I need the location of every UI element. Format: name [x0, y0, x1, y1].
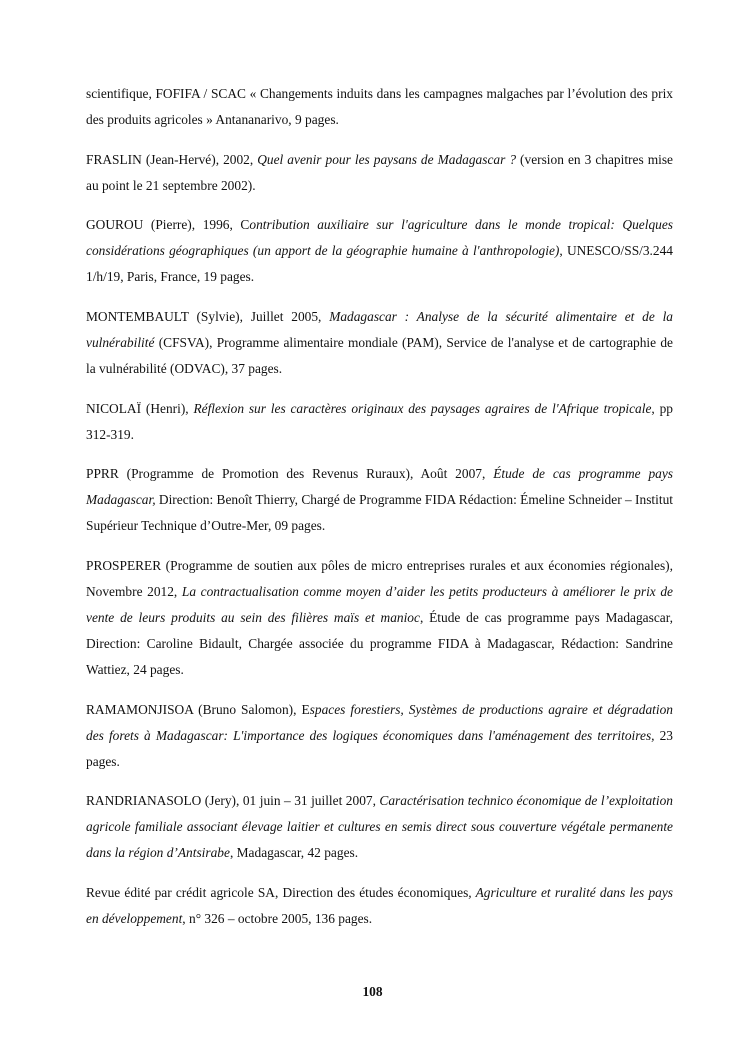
entry-author: RANDRIANASOLO (Jery), 01 juin – 31 juillet 2007,	[86, 793, 380, 809]
entry-title: La contractualisation comme moyen d’aider les petits producteurs à améliorer le prix de vente de leurs produits au sein des filières maïs et manioc	[86, 583, 673, 625]
entry-author: PPRR (Programme de Promotion des Revenus Ruraux), Août 2007,	[86, 466, 494, 482]
entry-author: FRASLIN (Jean-Hervé), 2002,	[86, 151, 258, 167]
bibliography-entry-revue	[86, 880, 673, 932]
entry-title: Étude de cas programme pays Madagascar,	[86, 466, 673, 508]
entry-details: (CFSVA), Programme alimentaire mondiale (PAM), Service de l'analyse et de cartographie de la vulnérabilité (ODVAC), 37 pages.	[86, 334, 673, 377]
entry-details: (version en 3 chapitres mise au point le 21 septembre 2002).	[86, 151, 673, 193]
bibliography-entry-randrianasolo	[86, 788, 673, 866]
bibliography-entry-montembault	[86, 304, 673, 382]
bibliography-entry-prosperer	[86, 553, 673, 683]
entry-details: , UNESCO/SS/3.244 1/h/19, Paris, France, 19 pages.	[86, 243, 673, 285]
entry-title: , Agriculture et ruralité dans les pays en développement	[86, 884, 673, 927]
entry-details: , Étude de cas programme pays Madagascar, Direction: Caroline Bidault, Chargée associée du programme FIDA à Madagascar, Rédaction: Sandrine Wattiez, 24 pages.	[86, 609, 673, 678]
entry-details: , Madagascar, 42 pages.	[229, 845, 359, 861]
entry-title: Réflexion sur les caractères originaux des paysages agraires de l'Afrique tropicale	[193, 400, 652, 416]
entry-title: spaces forestiers, Systèmes de productions agraire et dégradation des forets à Madagascar: L'importance des logiques économiques dans l'aménagement des territoires,	[86, 701, 673, 743]
page-number: 108	[362, 984, 383, 999]
entry-text: scientifique, FOFIFA / SCAC « Changements induits dans les campagnes malgaches par l’évolution des prix des produits agricoles » Antananarivo, 9 pages.	[86, 86, 673, 128]
bibliography-entry-nicolai	[86, 396, 673, 448]
entry-title: Quel avenir pour les paysans de Madagascar ?	[257, 151, 517, 167]
entry-author: NICOLAÏ (Henri),	[86, 400, 194, 416]
entry-details: 23 pages.	[86, 727, 673, 769]
entry-title: Madagascar : Analyse de la sécurité alimentaire et de la vulnérabilité	[86, 308, 673, 350]
bibliography-page	[86, 81, 673, 946]
bibliography-entry-pprr	[86, 461, 673, 539]
bibliography-entry-gourou	[86, 212, 673, 290]
entry-author: GOUROU (Pierre), 1996, C	[86, 217, 250, 233]
entry-details: , pp 312-319.	[86, 400, 673, 442]
entry-author: RAMAMONJISOA (Bruno Salomon), E	[86, 701, 310, 717]
entry-author: MONTEMBAULT (Sylvie), Juillet 2005,	[86, 308, 330, 324]
entry-details: , n° 326 – octobre 2005, 136 pages.	[182, 911, 373, 927]
entry-details: Direction: Benoît Thierry, Chargé de Programme FIDA Rédaction: Émeline Schneider – Institut Supérieur Technique d’Outre-Mer, 09 pages.	[86, 492, 673, 534]
entry-author: PROSPERER (Programme de soutien aux pôles de micro entreprises rurales et aux économies régionales), Novembre 2012,	[86, 557, 673, 599]
entry-title: ontribution auxiliaire sur l'agriculture dans le monde tropical: Quelques considérations géographiques (un apport de la géographie humaine à l'anthropologie)	[86, 217, 674, 259]
bibliography-entry-scientifique	[86, 81, 673, 133]
entry-author: Revue édité par crédit agricole SA, Direction des études économiques	[86, 884, 469, 900]
bibliography-entry-ramamonjisoa	[86, 697, 673, 775]
entry-title: Caractérisation technico économique de l’exploitation agricole familiale associant élevage laitier et cultures en semis direct sous couverture végétale permanente dans la région d’Antsirabe	[86, 793, 673, 861]
bibliography-entry-fraslin	[86, 147, 673, 199]
